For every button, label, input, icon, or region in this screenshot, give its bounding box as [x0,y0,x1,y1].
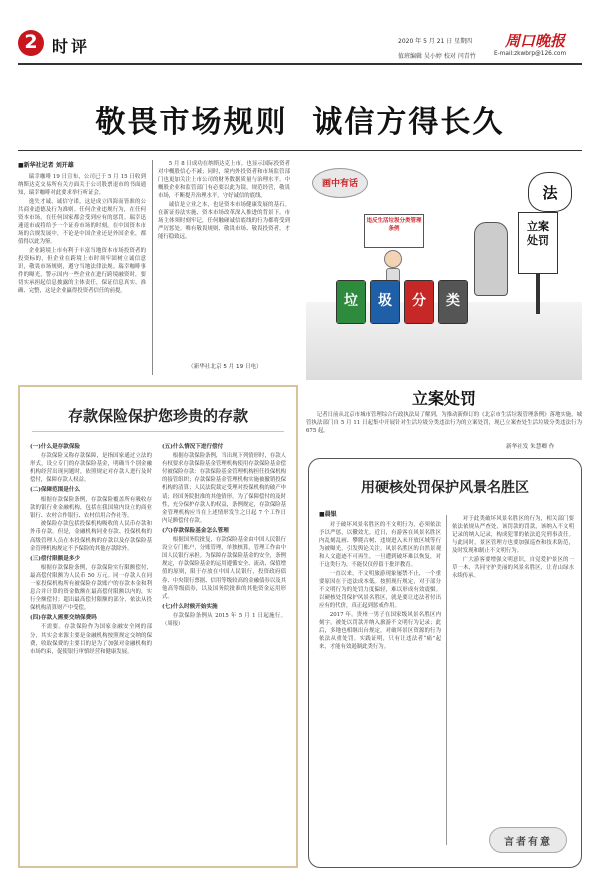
main-paragraph: 诚信是立业之本，也是资本市场健康发展的基石。在新证券法实施、资本市场改革深入推进的背景下，市场主体须时刻牢记，任何触碰诚信底线的行为都将受到严厉惩处。唯有敬畏规则、敬畏市场、敬畏投资者，才能行稳致远。 [158,201,290,241]
deposit-box [18,385,298,868]
main-paragraph: 瑞幸咖啡 19 日宣布，公司已于 5 月 15 日收到纳斯达克交易所有关方面关于公司股票退市的书面通知，瑞幸咖啡对此要求举行听证会。 [18,174,146,197]
main-article-col2 [158,160,290,360]
column-divider [152,160,153,375]
cartoon-credit: 新华社发 朱慧卿 作 [506,444,555,450]
deposit-paragraph: 根据存款保险条例，当出现下列情形时，存款人有权要求存款保险基金管理机构使用存款保险基金偿付被保险存款：存款保险基金管理机构担任投保机构的接管组织；存款保险基金管理机构实施被撤销投保机构的清算；人民法院裁定受理对投保机构的破产申请；经国务院批准的其他情形。为了保障偿付的及时性，充分保护存款人的权益，条例规定，存款保险基金管理机构应当在上述情形发生之日起 7 个工作日内足额偿付存款。 [162,453,286,524]
deposit-paragraph: 不需要。存款保险作为国家金融安全网的部分，其实会来源主要是金融机构按照规定交纳的保费，收取保费的主要目的是为了加强对金融机构的市场约束，促使银行审慎经营和健康发展。 [30,624,152,655]
deposit-paragraph: 存款保险又称存款保障，是指国家通过立法的形式，设立专门的存款保险基金，明确当个别金融机构经营出现问题时，依照规定对存款人进行及时偿付，保障存款人权益。 [30,453,152,484]
cartoon-enforcer [474,222,508,296]
cartoon-sack-text: 法 [542,184,558,202]
cartoon-tag-text: 画中有话 [321,179,358,189]
main-byline: ■新华社记者 刘开雄 [18,162,74,169]
cartoon-sign-text: 立案处罚 [527,220,549,247]
paper-name-logo: 周口晚报 [505,32,566,50]
main-paragraph: 企业跨境上市有利于丰富当地资本市场投资者的投资标的，但企业在跨境上市时须牢固树立诚信意识，敬畏市场规则，遵守当地法律法规。瑞幸咖啡事件的曝光，警示国内一些企业在进行跨境融资时，要切实承担起信息披露的主体责任，保证信息真实、准确、完整，这是企业赢得投资者信任的前提。 [18,247,146,295]
section-name: 时评 [52,37,91,56]
main-source-note: （新华社北京 5 月 19 日电） [188,364,262,370]
cartoon-caption: 记者日前从北京市城市管理综合行政执法局了解到，为推动新修订的《北京市生活垃圾管理条例》落地实施，城管执法部门自 5 月 11 日起集中开展针对生活垃圾分类违法行为的立案处罚，现已立案查处生活垃圾分类违法行为 675 起。 [306,412,582,435]
scenic-col1 [319,521,441,851]
masthead-rule [18,63,582,65]
scenic-title: 用硬核处罚保护风景名胜区 [361,480,529,496]
bin-label: 垃 [344,293,358,309]
main-paragraph: 5 月 8 日成功在纳斯达克上市，也显示国际投资者对中概股信心不减；同时，境内外投资者和市场监管部门也更加关注上市公司的财务数据质量与治理水平。中概股企业和监管部门有必要以此为镜，规范经营，敬畏市场，不断提升治理水平，守好诚信的底线。 [158,161,290,200]
scenic-paragraph: 对于破坏风景名胜区的不文明行为，必须依法予以严惩，以儆效尤。近日，有游客在风景名胜区内乱刻乱画、攀爬古树、违规进入未开放区域等行为被曝光，引发舆论关注。风景名胜区的自然景观和人文遗迹不可再生，一旦遭到破坏难以恢复，对于这类行为，不能仅仅停留于批评教育。 [319,522,441,569]
scenic-paragraph: 2017 年，贵州一男子在国家级风景名胜区内刻字，被处以罚款并纳入旅游不文明行为记录；此后，多地也相继出台规定，对破坏景区资源的行为依法从重处罚。实践证明，只有让违法者“痛”起来，才能有效遏制此类行为。 [319,612,441,651]
deposit-paragraph: 根据国务院批复，存款保险基金由中国人民银行设立专门账户，分账管理，单独核算，管理工作由中国人民银行承担。为保障存款保险基金的安全，条例规定，存款保险基金的运用遵循安全、流动、保值增值的原则，限于存放在中国人民银行，投资政府债券、中央银行票据、信用等级较高的金融债券以及其他高等级债券，以及国务院批准的其他资金运用形式。 [162,537,286,600]
deposit-paragraph: 根据存款保险条例，存款保险实行限额偿付，最高偿付限额为人民币 50 万元。同一存款人在同一家投保机构所有被保险存款账户的存款本金和利息合并计算的资金数额在最高偿付限额以内的，实行全额偿付；超出最高偿付限额的部分，依法从投保机构清算财产中受偿。 [30,564,152,612]
scenic-paragraph: 广大游客要增强文明意识，自觉爱护景区的一草一木，共同守护美丽的风景名胜区，让青山绿水永续传承。 [452,556,574,580]
main-paragraph: 逸失才诚、诚信守诺，这是成立四海而皆准的公共商业道德及行为准则。任何企业违规行为，在任何资本市场，在任何国家都会受到应有的惩罚。瑞幸迅速退市或将给予一个证券市场的时刻，在中国资本市场的合规发展中，不论是中国企业还是外国企业，都值得以此为鉴。 [18,198,146,246]
deposit-section-heading: (五)什么情况下进行偿付 [162,444,224,450]
scenic-paragraph: 一直以来，不文明旅游现象屡禁不止，一个重要原因在于违法成本低。按照现行规定，对于部分不文明行为的处罚力度偏轻，难以形成有效震慑。以硬核处罚保护风景名胜区，就是要让违法者付出应有的代价，真正起到惩戒作用。 [319,571,441,610]
masthead-email: E-mail:zkwbrp@126.com [494,51,567,57]
headline-rule [18,150,582,151]
scenic-stamp: 言者有意 [504,837,552,848]
scenic-paragraph: 对于此类破坏风景名胜区的行为，相关部门要依法依规从严查处，该罚款的罚款，该纳入不文明记录的纳入记录，构成犯罪的依法追究刑事责任。与此同时，景区管理方也要加强巡查和技术防范，及时发现和制止不文明行为。 [452,516,574,555]
scenic-byline: ■晨银 [319,511,337,518]
scenic-box [308,458,582,868]
deposit-paragraph: 被保险存款包括投保机构吸收的人民币存款和外币存款。但是，金融机构同业存款、投保机构的高级管理人员在本投保机构的存款以及存款保险基金管理机构规定不予保险的其他存款除外。 [30,521,152,552]
deposit-section-heading: (二)保障范围是什么 [30,487,81,494]
deposit-section-heading: (一)什么是存款保险 [30,444,81,450]
main-article-col1 [18,173,146,373]
masthead-date: 2020 年 5 月 21 日 星期四 [398,38,473,45]
deposit-col2 [162,441,286,861]
bin-label: 圾 [378,293,392,309]
deposit-col1 [30,441,152,861]
cartoon-sign-pole [536,274,540,314]
deposit-section-heading: (六)存款保险基金怎么管理 [162,527,229,534]
deposit-title-rule [32,431,284,432]
deposit-section-heading: (四)存款人需要交纳保费吗 [30,615,97,622]
deposit-paragraph: 存款保险条例从 2015 年 5 月 1 日起施行。（周报） [162,612,286,627]
cartoon-title: 立案处罚 [411,389,476,408]
deposit-paragraph: 根据存款保险条例，存款保险覆盖所有吸收存款的银行业金融机构，包括在我国境内设立的商业银行、农村合作银行、农村信用合作社等。 [30,496,152,519]
bin-label: 分 [412,293,426,309]
deposit-section-heading: (三)偿付限额是多少 [30,555,81,562]
deposit-section-heading: (七)什么时候开始实施 [162,603,218,610]
masthead-editors: 值班编辑 吴小婷 校对 闫青竹 [398,53,476,60]
cartoon [306,162,582,380]
cartoon-person-head [384,250,402,268]
scenic-col2 [452,515,574,815]
scenic-divider [446,515,447,845]
cartoon-board-text: 违反生活垃圾分类管理条例 [366,218,422,232]
bin-label: 类 [446,293,460,309]
headline: 敬畏市场规则 诚信方得长久 [95,105,505,140]
deposit-title: 存款保险保护您珍贵的存款 [67,407,248,425]
page-number: 2 [24,31,38,53]
